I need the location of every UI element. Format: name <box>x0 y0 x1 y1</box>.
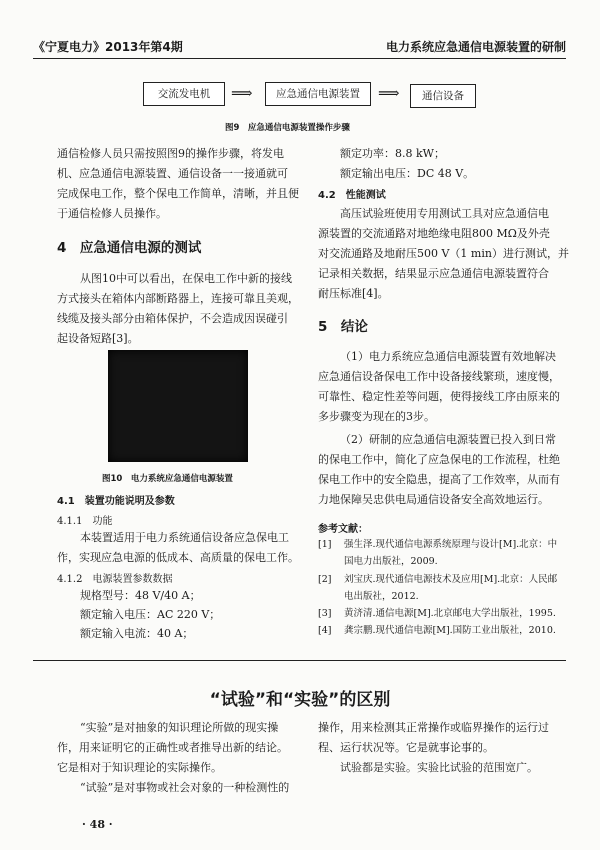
ref-number: [4] <box>318 625 332 636</box>
text-line: 程、运行状况等。它是就事论事的。 <box>318 741 494 754</box>
header-rule <box>33 58 566 59</box>
fig9-caption: 图9 应急通信电源装置操作步骤 <box>225 123 350 133</box>
ref-line: 电出版社，2012. <box>344 591 419 602</box>
ref-line: 强生泽.现代通信电源系统原理与设计[M].北京：中 <box>344 539 558 550</box>
journal-header: 《宁夏电力》2013年第4期 <box>33 40 183 54</box>
ref-number: [3] <box>318 608 332 619</box>
box-power-device: 应急通信电源装置 <box>265 82 371 106</box>
text-line: 保电工作中的安全隐患，提高了工作效率，从而有 <box>318 473 560 486</box>
text-line: 起设备短路[3]。 <box>57 332 139 345</box>
ref-number: [2] <box>318 574 332 585</box>
text-line: 于通信检修人员操作。 <box>57 207 167 220</box>
param-line: 额定输出电压：DC 48 V。 <box>340 167 475 180</box>
text-line: 力地保障吴忠供电局通信设备安全高效地运行。 <box>318 493 549 506</box>
text-line: 通信检修人员只需按照图9的操作步骤，将发电 <box>57 147 284 160</box>
section-divider <box>33 660 566 661</box>
text-line: 机、应急通信电源装置、通信设备一一接通就可 <box>57 167 288 180</box>
text-line: 记录相关数据，结果显示应急通信电源装置符合 <box>318 267 549 280</box>
text-line: “实验”是对抽象的知识理论所做的现实操 <box>80 721 279 734</box>
subsection-4-1-2: 4.1.2 电源装置参数数据 <box>57 574 173 585</box>
fig10-caption: 图10 电力系统应急通信电源装置 <box>102 474 233 484</box>
text-line: 完成保电工作，整个保电工作简单，清晰，并且便 <box>57 187 299 200</box>
text-line: 作，用来证明它的正确性或者推导出新的结论。 <box>57 741 288 754</box>
arrow-icon: ⟹ <box>378 84 400 102</box>
text-line: 操作，用来检测其正常操作或临界操作的运行过 <box>318 721 549 734</box>
page-number: · 48 · <box>82 818 113 831</box>
text-line: 它是相对于知识理论的实际操作。 <box>57 761 222 774</box>
text-line: 线缆及接头部分由箱体保护，不会造成因误碰引 <box>57 312 288 325</box>
ref-line: 刘宝庆.现代通信电源技术及应用[M].北京：人民邮 <box>344 574 558 585</box>
text-line: 作，实现应急电源的低成本、高质量的保电工作。 <box>57 551 299 564</box>
text-line: 多步骤变为现在的3步。 <box>318 410 435 423</box>
ref-line: 龚宗鹏.现代通信电源[M].国防工业出版社，2010. <box>344 625 556 636</box>
text-line: 源装置的交流通路对地绝缘电阻800 MΩ及外壳 <box>318 227 550 240</box>
text-line: “试验”是对事物或社会对象的一种检测性的 <box>80 781 290 794</box>
text-line: 可靠性、稳定性差等问题，使得接线工序由原来的 <box>318 390 560 403</box>
text-line: 本装置适用于电力系统通信设备应急保电工 <box>80 531 289 544</box>
ref-number: [1] <box>318 539 332 550</box>
text-line: 高压试验班使用专用测试工具对应急通信电 <box>340 207 549 220</box>
subsection-4-1-1: 4.1.1 功能 <box>57 516 113 527</box>
article-header: 电力系统应急通信电源装置的研制 <box>385 40 566 54</box>
section-5-title: 5 结论 <box>318 319 368 335</box>
text-line: （1）电力系统应急通信电源装置有效地解决 <box>340 350 556 363</box>
ref-line: 国电力出版社，2009. <box>344 556 438 567</box>
text-line: 从图10中可以看出，在保电工作中新的接线 <box>80 272 292 285</box>
box-generator: 交流发电机 <box>143 82 225 106</box>
text-line: 耐压标准[4]。 <box>318 287 389 300</box>
box-comm-equipment: 通信设备 <box>410 84 476 108</box>
arrow-icon: ⟹ <box>231 84 253 102</box>
text-line: 方式接头在箱体内部断路器上，连接可靠且美观， <box>57 292 299 305</box>
sidebar-title: “试验”和“实验”的区别 <box>209 690 391 710</box>
text-line: 试验都是实验。实验比试验的范围宽广。 <box>340 761 538 774</box>
text-line: 对交流通路及地耐压500 V（1 min）进行测试，并 <box>318 247 569 260</box>
param-line: 额定功率：8.8 kW； <box>340 147 445 160</box>
ref-line: 黄济清.通信电源[M].北京邮电大学出版社，1995. <box>344 608 556 619</box>
subsection-4-1: 4.1 装置功能说明及参数 <box>57 496 175 507</box>
subsection-4-2: 4.2 性能测试 <box>318 190 386 201</box>
param-line: 规格型号：48 V/40 A； <box>80 589 201 602</box>
text-line: 应急通信设备保电工作中设备接线繁琐，速度慢， <box>318 370 560 383</box>
param-line: 额定输入电压：AC 220 V； <box>80 608 221 621</box>
text-line: （2）研制的应急通信电源装置已投入到日常 <box>340 433 556 446</box>
fig10-photo <box>108 350 248 462</box>
references-title: 参考文献： <box>318 524 368 535</box>
text-line: 的保电工作中，简化了应急保电的工作流程，杜绝 <box>318 453 560 466</box>
section-4-title: 4 应急通信电源的测试 <box>57 240 202 256</box>
param-line: 额定输入电流：40 A； <box>80 627 194 640</box>
